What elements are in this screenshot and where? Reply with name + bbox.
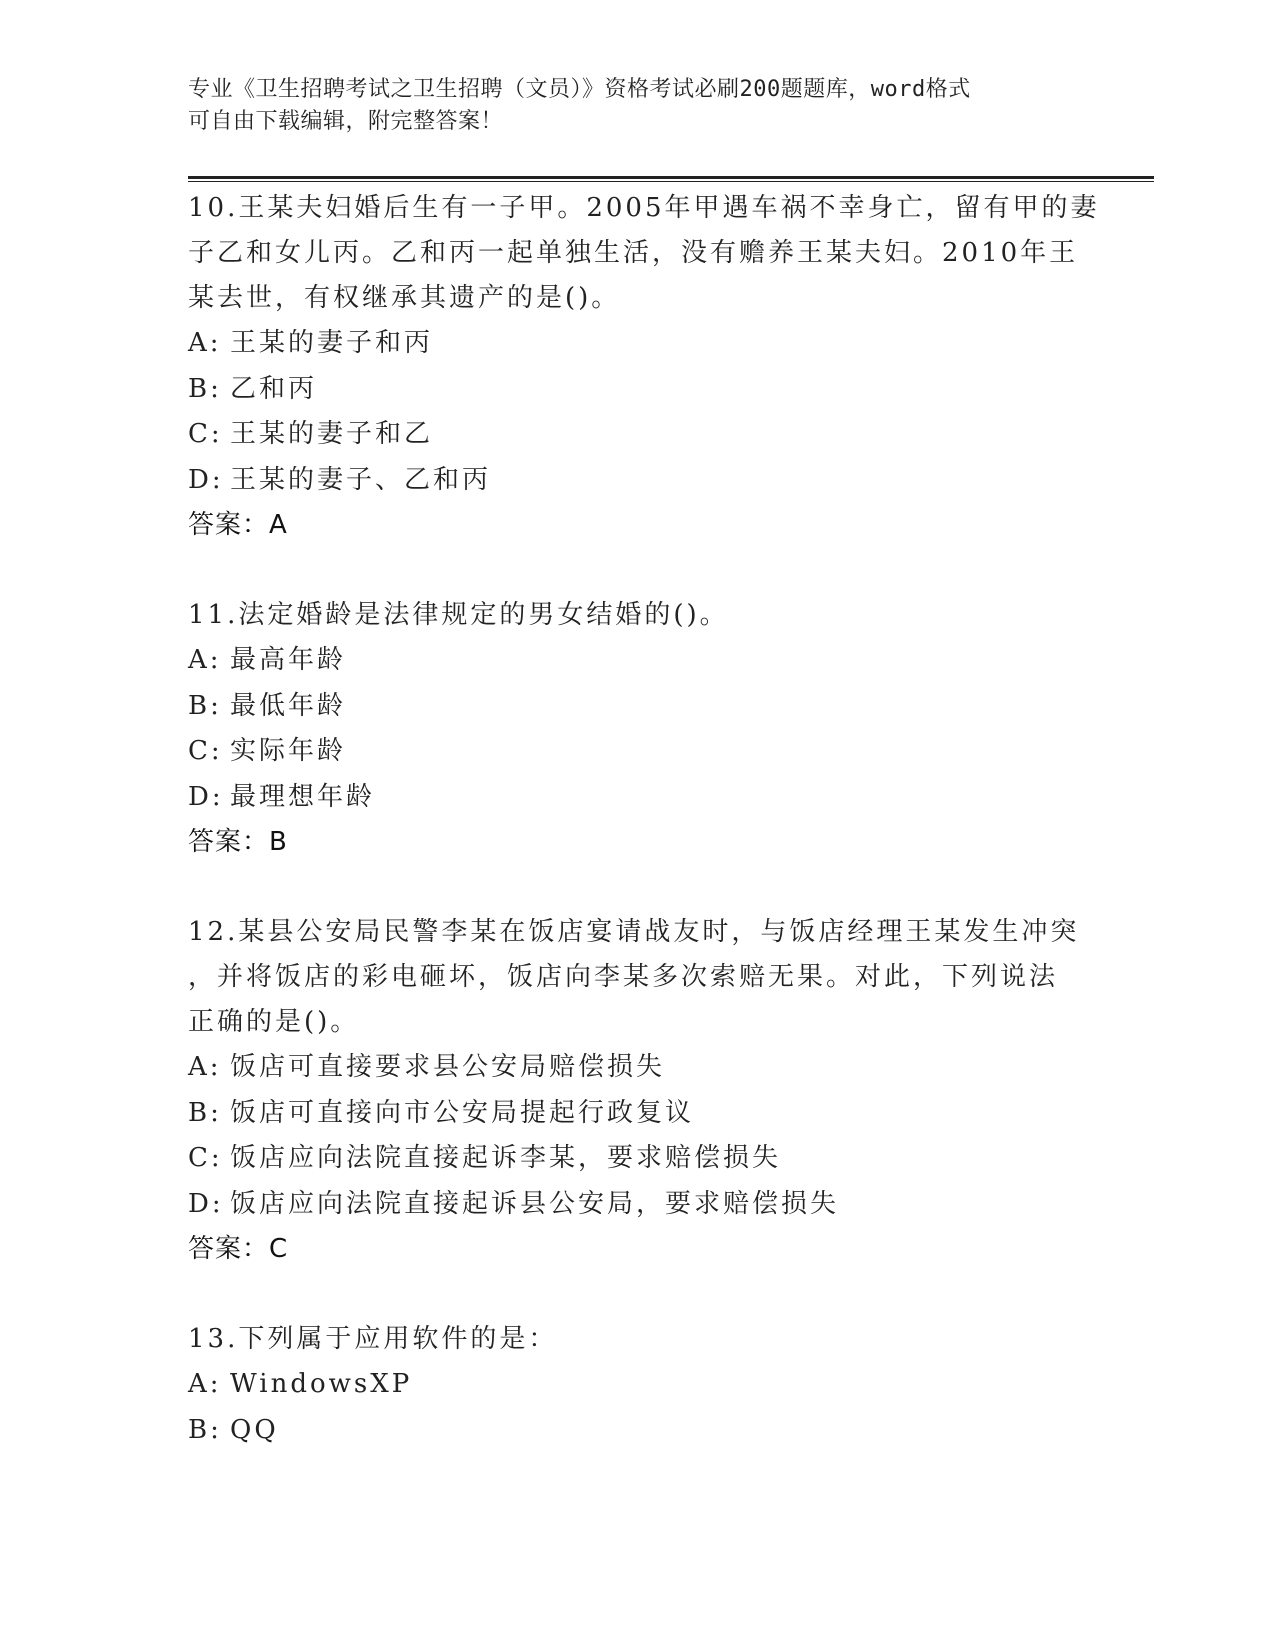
question-spacer <box>188 865 1088 910</box>
option-text: 王某的妻子和乙 <box>230 419 434 449</box>
option-text: 最理想年龄 <box>230 781 376 812</box>
question-stem-line: 子乙和女儿丙。乙和丙一起单独生活，没有赡养王某夫妇。2010年王 <box>188 238 1079 268</box>
option-key: D: <box>188 781 224 812</box>
option-key: A: <box>188 645 222 675</box>
header-divider-thin <box>188 181 1154 182</box>
answer-option <box>188 1362 1088 1408</box>
question-stem-line: 正确的是()。 <box>188 1007 360 1037</box>
question-stem-line: 11.法定婚龄是法律规定的男女结婚的()。 <box>188 600 729 630</box>
option-key: B: <box>188 1414 222 1445</box>
answer-option <box>188 1136 1088 1182</box>
question-stem-line: 某去世，有权继承其遗产的是()。 <box>188 283 621 313</box>
option-key: C: <box>188 419 223 449</box>
answer-option <box>188 638 1088 684</box>
option-text: 实际年龄 <box>230 736 347 766</box>
option-key: B: <box>188 690 222 721</box>
answer-option <box>188 1408 1088 1454</box>
option-text: WindowsXP <box>230 1369 413 1399</box>
option-text: 王某的妻子、乙和丙 <box>230 464 492 495</box>
option-text: 饭店应向法院直接起诉李某，要求赔偿损失 <box>230 1143 782 1173</box>
option-key: A: <box>188 1052 222 1082</box>
option-key: B: <box>188 1097 222 1128</box>
option-key: D: <box>188 464 224 495</box>
option-key: A: <box>188 328 222 358</box>
option-key: A: <box>188 1369 222 1399</box>
question-block <box>188 593 1088 910</box>
answer-line: 答案：A <box>188 510 288 540</box>
answer-option <box>188 1045 1088 1091</box>
option-text: 最高年龄 <box>230 645 347 675</box>
header-line-1: 专业《卫生招聘考试之卫生招聘（文员）》资格考试必刷200题题库，word格式 <box>188 77 971 102</box>
option-text: 饭店可直接要求县公安局赔偿损失 <box>230 1052 666 1082</box>
answer-option <box>188 729 1088 775</box>
answer-line: 答案：C <box>188 1234 289 1264</box>
option-key: D: <box>188 1188 224 1219</box>
option-text: 最低年龄 <box>230 690 347 721</box>
document-header <box>188 74 1068 138</box>
option-text: 饭店应向法院直接起诉县公安局，要求赔偿损失 <box>230 1188 840 1219</box>
question-block <box>188 1317 1088 1453</box>
question-stem-line: ，并将饭店的彩电砸坏，饭店向李某多次索赔无果。对此，下列说法 <box>188 962 1059 992</box>
answer-option <box>188 1182 1088 1228</box>
option-text: 乙和丙 <box>230 373 318 404</box>
answer-option <box>188 458 1088 504</box>
option-key: C: <box>188 1143 223 1173</box>
answer-line: 答案：B <box>188 827 288 857</box>
answer-option <box>188 412 1088 458</box>
answer-option <box>188 684 1088 730</box>
answer-option <box>188 321 1088 367</box>
option-key: B: <box>188 373 222 404</box>
question-block <box>188 186 1100 593</box>
question-spacer <box>188 548 1088 593</box>
option-key: C: <box>188 736 223 766</box>
question-stem-line: 12.某县公安局民警李某在饭店宴请战友时，与饭店经理王某发生冲突 <box>188 917 1080 947</box>
question-stem-line: 13.下列属于应用软件的是： <box>188 1324 558 1354</box>
answer-option <box>188 1091 1088 1137</box>
answer-option <box>188 775 1088 821</box>
header-line-2: 可自由下载编辑，附完整答案！ <box>188 109 504 134</box>
answer-option <box>188 367 1088 413</box>
question-stem-line: 10.王某夫妇婚后生有一子甲。2005年甲遇车祸不幸身亡，留有甲的妻 <box>188 193 1100 223</box>
question-list <box>188 186 1100 1453</box>
option-text: 饭店可直接向市公安局提起行政复议 <box>230 1097 695 1128</box>
option-text: 王某的妻子和丙 <box>230 328 434 358</box>
option-text: QQ <box>230 1414 279 1445</box>
question-spacer <box>188 1272 1088 1317</box>
question-block <box>188 910 1088 1317</box>
header-divider-thick <box>188 176 1154 179</box>
